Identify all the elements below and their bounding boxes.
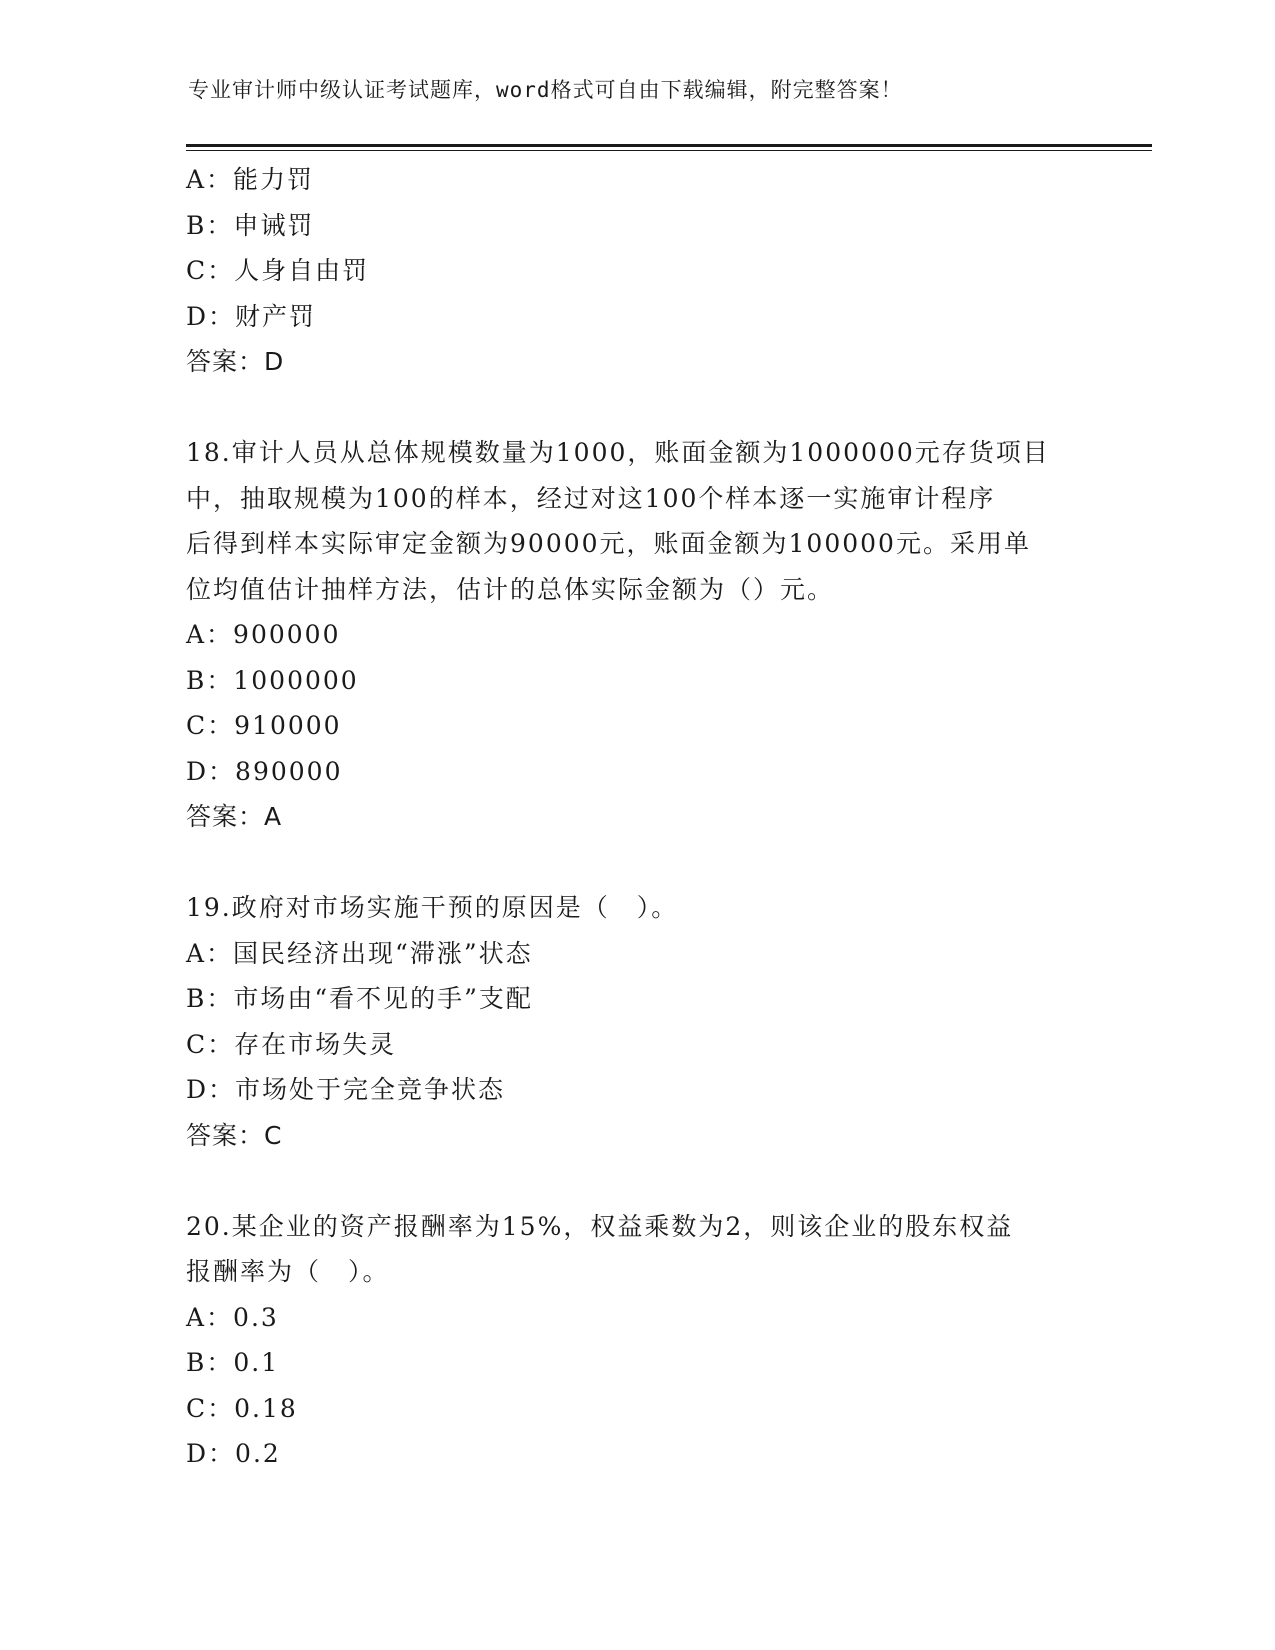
question-stem-line: 19.政府对市场实施干预的原因是（ ）。 [186, 893, 679, 922]
option-b: B：0.1 [186, 1348, 280, 1377]
option-a: A：0.3 [186, 1302, 279, 1332]
header-rule-thick [186, 144, 1152, 147]
spacer [186, 840, 1086, 886]
answer-line: 答案：C [186, 1120, 283, 1150]
page-header: 专业审计师中级认证考试题库，word格式可自由下载编辑，附完整答案！ [188, 78, 903, 102]
question-19 [186, 885, 1086, 1158]
question-stem-line: 中，抽取规模为100的样本，经过对这100个样本逐一实施审计程序 [186, 483, 996, 513]
option-c: C：存在市场失灵 [186, 1029, 397, 1059]
header-rule-thin [186, 150, 1152, 151]
option-a: A：能力罚 [186, 165, 315, 194]
option-c: C：人身自由罚 [186, 256, 370, 285]
question-stem-line: 20.某企业的资产报酬率为15%，权益乘数为2，则该企业的股东权益 [186, 1211, 1014, 1241]
spacer [186, 1158, 1086, 1204]
option-d: D：890000 [186, 756, 343, 786]
answer-line: 答案：A [186, 802, 283, 831]
question-stem-line: 后得到样本实际审定金额为90000元，账面金额为100000元。采用单 [186, 529, 1031, 558]
option-b: B：1000000 [186, 665, 359, 695]
answer-line: 答案：D [186, 347, 285, 376]
option-c: C：0.18 [186, 1393, 298, 1423]
option-a: A：国民经济出现“滞涨”状态 [186, 938, 533, 968]
option-a: A：900000 [186, 620, 341, 649]
question-17 [186, 157, 1086, 385]
spacer [186, 385, 1086, 431]
option-c: C：910000 [186, 711, 342, 740]
option-d: D：市场处于完全竞争状态 [186, 1075, 506, 1104]
question-18 [186, 430, 1086, 840]
question-list [186, 157, 1086, 1477]
option-d: D：0.2 [186, 1439, 281, 1468]
option-b: B：申诫罚 [186, 210, 315, 240]
question-20 [186, 1204, 1086, 1477]
question-stem-line: 报酬率为（ ）。 [186, 1257, 390, 1286]
question-stem-line: 18.审计人员从总体规模数量为1000，账面金额为1000000元存货项目 [186, 438, 1050, 467]
question-stem-line: 位均值估计抽样方法，估计的总体实际金额为（）元。 [186, 574, 835, 604]
option-d: D：财产罚 [186, 301, 317, 331]
option-b: B：市场由“看不见的手”支配 [186, 984, 533, 1013]
